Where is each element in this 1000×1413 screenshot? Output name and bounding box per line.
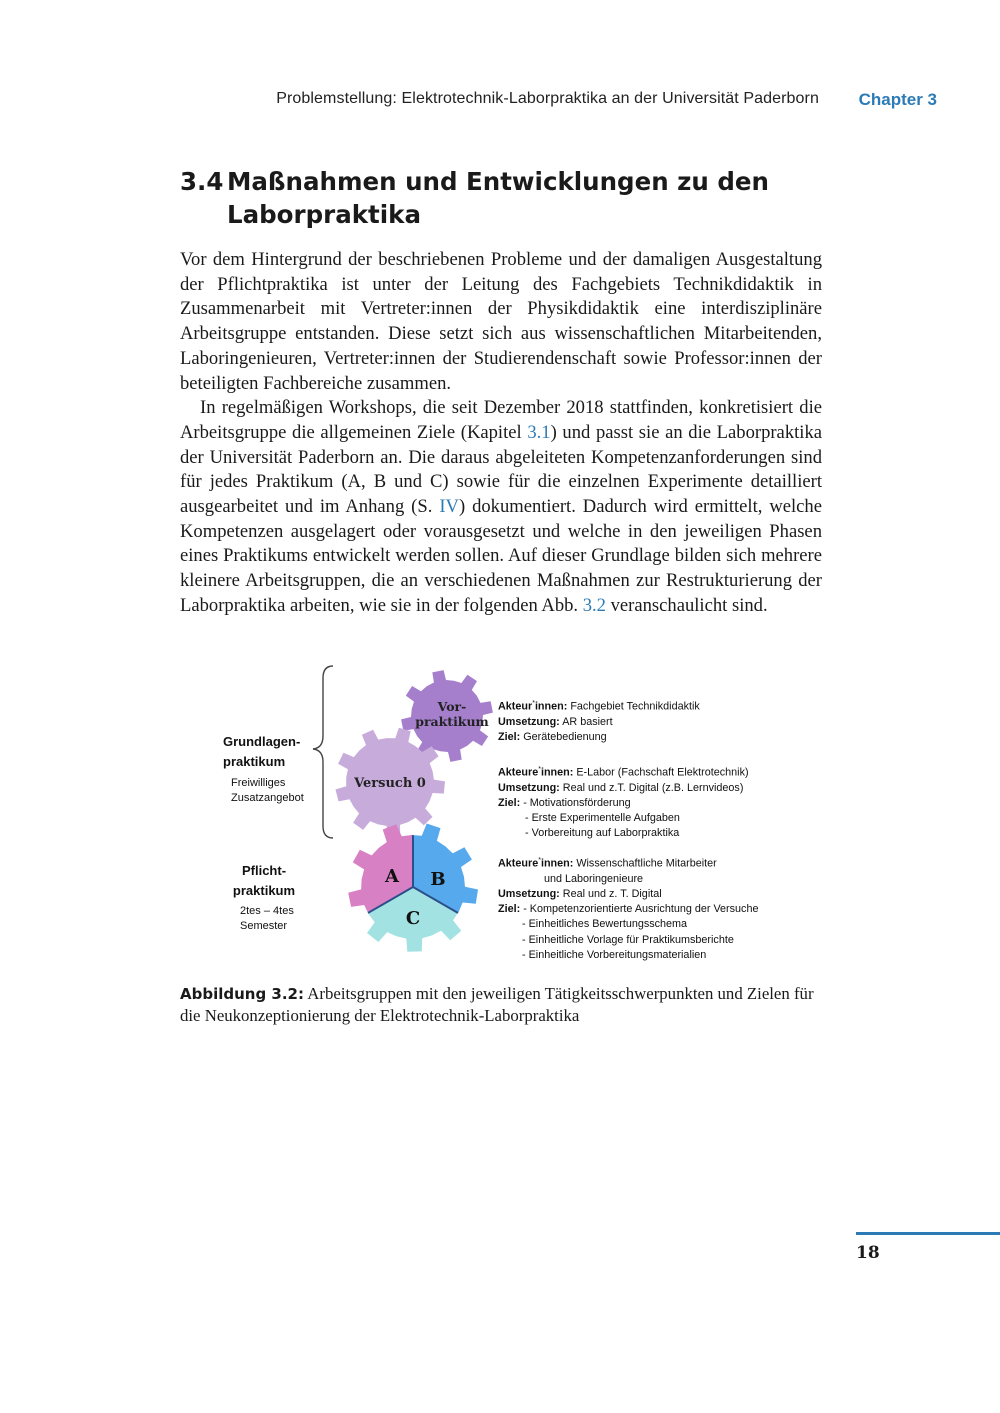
grundlagen-title-line-1: Grundlagen- bbox=[223, 734, 301, 749]
desc3-ziel-line bbox=[498, 902, 758, 917]
desc3-ziel-label: Ziel: bbox=[498, 903, 521, 916]
pflicht-sub-line-1: 2tes – 4tes bbox=[240, 905, 294, 917]
desc2-ziel-item-1: - Motivationsförderung bbox=[523, 797, 631, 809]
paragraph-2-part-1: In regelmäßigen Workshops, die seit Dezember 2018 stattfinden, konkretisiert die Arbeitsgruppe die allgemeinen Ziele (Kapitel bbox=[180, 397, 822, 443]
grundlagen-title-line-2: praktikum bbox=[223, 754, 286, 769]
desc1-akteur-label: Akteur bbox=[498, 700, 533, 713]
versuch0-label: Versuch 0 bbox=[354, 776, 426, 791]
desc2-umsetzung-label: Umsetzung: bbox=[498, 781, 560, 794]
desc3-ziel-item-2: - Einheitliches Bewertungsschema bbox=[522, 918, 688, 931]
pflicht-title-line-1: Pflicht- bbox=[241, 863, 287, 878]
curly-brace bbox=[313, 666, 333, 838]
desc3-akteur-label-2: innen: bbox=[540, 857, 574, 870]
desc2-akteur-line bbox=[498, 762, 749, 781]
desc3-ziel-item-1: - Kompetenzorientierte Ausrichtung der Versuche bbox=[523, 903, 759, 916]
desc2-ziel-item-2: - Erste Experimentelle Aufgaben bbox=[525, 812, 680, 825]
body-text bbox=[180, 248, 822, 619]
description-pflichtpraktikum bbox=[498, 853, 758, 963]
pflicht-title bbox=[230, 861, 298, 901]
pflicht-subtitle bbox=[240, 904, 294, 934]
figure-reference-link[interactable]: 3.2 bbox=[582, 594, 606, 616]
paragraph-2 bbox=[180, 396, 822, 618]
desc2-akteur-value: E-Labor (Fachschaft Elektrotechnik) bbox=[576, 766, 749, 779]
vorpraktikum-label-line-2: praktikum bbox=[415, 714, 489, 729]
desc1-akteur-sup: * bbox=[532, 700, 535, 707]
desc2-umsetzung-line bbox=[498, 781, 749, 796]
page-number-rule bbox=[856, 1232, 1000, 1235]
desc1-ziel-value: Gerätebedienung bbox=[523, 731, 607, 743]
running-header bbox=[180, 88, 937, 112]
figure-3-2 bbox=[180, 660, 840, 965]
desc2-umsetzung-value: Real und z.T. Digital (z.B. Lernvideos) bbox=[562, 781, 744, 794]
running-title: Problemstellung: Elektrotechnik-Laborpraktika an der Universität Paderborn bbox=[276, 90, 819, 107]
chapter-reference-link[interactable]: 3.1 bbox=[527, 421, 551, 443]
page-number: 18 bbox=[856, 1243, 880, 1263]
caption-text: Arbeitsgruppen mit den jeweiligen Tätigkeitsschwerpunkten und Zielen für die Neukonzeptionierung der Elektrotechnik-Laborpraktika bbox=[180, 984, 814, 1025]
desc1-umsetzung-line bbox=[498, 715, 700, 730]
vorpraktikum-label-line-1: Vor- bbox=[437, 699, 467, 714]
desc1-umsetzung-label: Umsetzung: bbox=[498, 715, 560, 728]
desc3-umsetzung-line bbox=[498, 887, 758, 902]
grundlagen-sub-line-2: Zusatzangebot bbox=[231, 792, 304, 804]
desc1-ziel-label: Ziel: bbox=[498, 731, 521, 743]
appendix-reference-link[interactable]: IV bbox=[439, 496, 459, 518]
desc1-ziel-line bbox=[498, 730, 700, 745]
desc2-ziel-line bbox=[498, 796, 749, 811]
paragraph-2-part-2: ) und passt sie an die Laborpraktika der Universität Paderborn an. Die daraus abgeleiteten Kompetenzanforderungen sind für jedes Praktikum (A, B und C) sowie für die einzelnen Experimente detailliert ausgearbeitet und im Anhang (S. bbox=[180, 421, 822, 518]
paragraph-1: Vor dem Hintergrund der beschriebenen Probleme und der damaligen Ausgestaltung der Pflichtpraktika ist unter der Leitung des Fachgebiets Technikdidaktik in Zusammenarbeit mit Vertreter:innen der Physikdidaktik eine interdisziplinäre Arbeitsgruppe entstanden. Diese setzt sich aus wissenschaftlichen Mitarbeitenden, Laboringenieuren, Vertreter:innen der Studierendenschaft sowie Professor:innen der beteiligten Fachbereiche zusammen. bbox=[180, 249, 822, 394]
pflicht-sub-line-2: Semester bbox=[240, 920, 288, 932]
desc3-akteur-value-2: und Laboringenieure bbox=[544, 872, 644, 885]
pflicht-title-line-2: praktikum bbox=[232, 883, 296, 898]
chapter-label: Chapter 3 bbox=[858, 90, 937, 109]
desc3-umsetzung-label: Umsetzung: bbox=[498, 888, 560, 900]
description-versuch0 bbox=[498, 762, 749, 842]
grundlagen-title bbox=[223, 732, 300, 772]
section-heading bbox=[180, 165, 840, 231]
section-number: 3.4 bbox=[180, 167, 224, 196]
desc2-akteur-label-2: innen: bbox=[540, 766, 574, 779]
desc2-akteur-sup: * bbox=[538, 766, 541, 773]
desc3-ziel-item-3: - Einheitliche Vorlage für Praktikumsberichte bbox=[522, 933, 734, 946]
desc1-akteur-value: Fachgebiet Technikdidaktik bbox=[570, 700, 700, 713]
desc3-akteur-value: Wissenschaftliche Mitarbeiter bbox=[576, 857, 717, 870]
gear-label-c: C bbox=[405, 908, 421, 929]
desc3-akteur-line bbox=[498, 853, 758, 872]
desc3-umsetzung-value: Real und z. T. Digital bbox=[562, 888, 662, 900]
desc2-ziel-label: Ziel: bbox=[498, 797, 521, 809]
desc3-akteur-label: Akteure bbox=[498, 857, 539, 870]
grundlagen-subtitle bbox=[231, 776, 304, 806]
desc2-akteur-label: Akteure bbox=[498, 766, 539, 779]
desc2-ziel-item-3: - Vorbereitung auf Laborpraktika bbox=[525, 827, 680, 840]
desc1-akteur-label-2: innen: bbox=[534, 700, 568, 713]
paragraph-2-part-4: veranschaulicht sind. bbox=[605, 594, 768, 616]
gear-label-a: A bbox=[385, 866, 399, 887]
desc3-ziel-item-4: - Einheitliche Vorbereitungsmaterialien bbox=[522, 948, 707, 961]
paragraph-2-part-3: ) dokumentiert. Dadurch wird ermittelt, welche Kompetenzen ausgelagert oder vorausgesetzt und welche in den jeweiligen Phasen eines Praktikums entwickelt werden sollen. Auf dieser Grundlage bilden sich mehrere kleinere Arbeitsgruppen, die an verschiedenen Maßnahmen zur Restrukturierung der Laborpraktika arbeiten, wie sie in der folgenden Abb. bbox=[180, 496, 822, 616]
figure-caption bbox=[180, 983, 825, 1026]
desc3-akteur-sup: * bbox=[538, 857, 541, 864]
desc1-umsetzung-value: AR basiert bbox=[562, 715, 613, 728]
section-title: Maßnahmen und Entwicklungen zu den Laborpraktika bbox=[227, 167, 769, 229]
caption-label: Abbildung 3.2: bbox=[180, 985, 304, 1003]
grundlagen-sub-line-1: Freiwilliges bbox=[231, 777, 286, 789]
description-vorpraktikum bbox=[498, 696, 700, 745]
desc1-akteur-line bbox=[498, 696, 700, 715]
gear-label-b: B bbox=[430, 869, 446, 890]
